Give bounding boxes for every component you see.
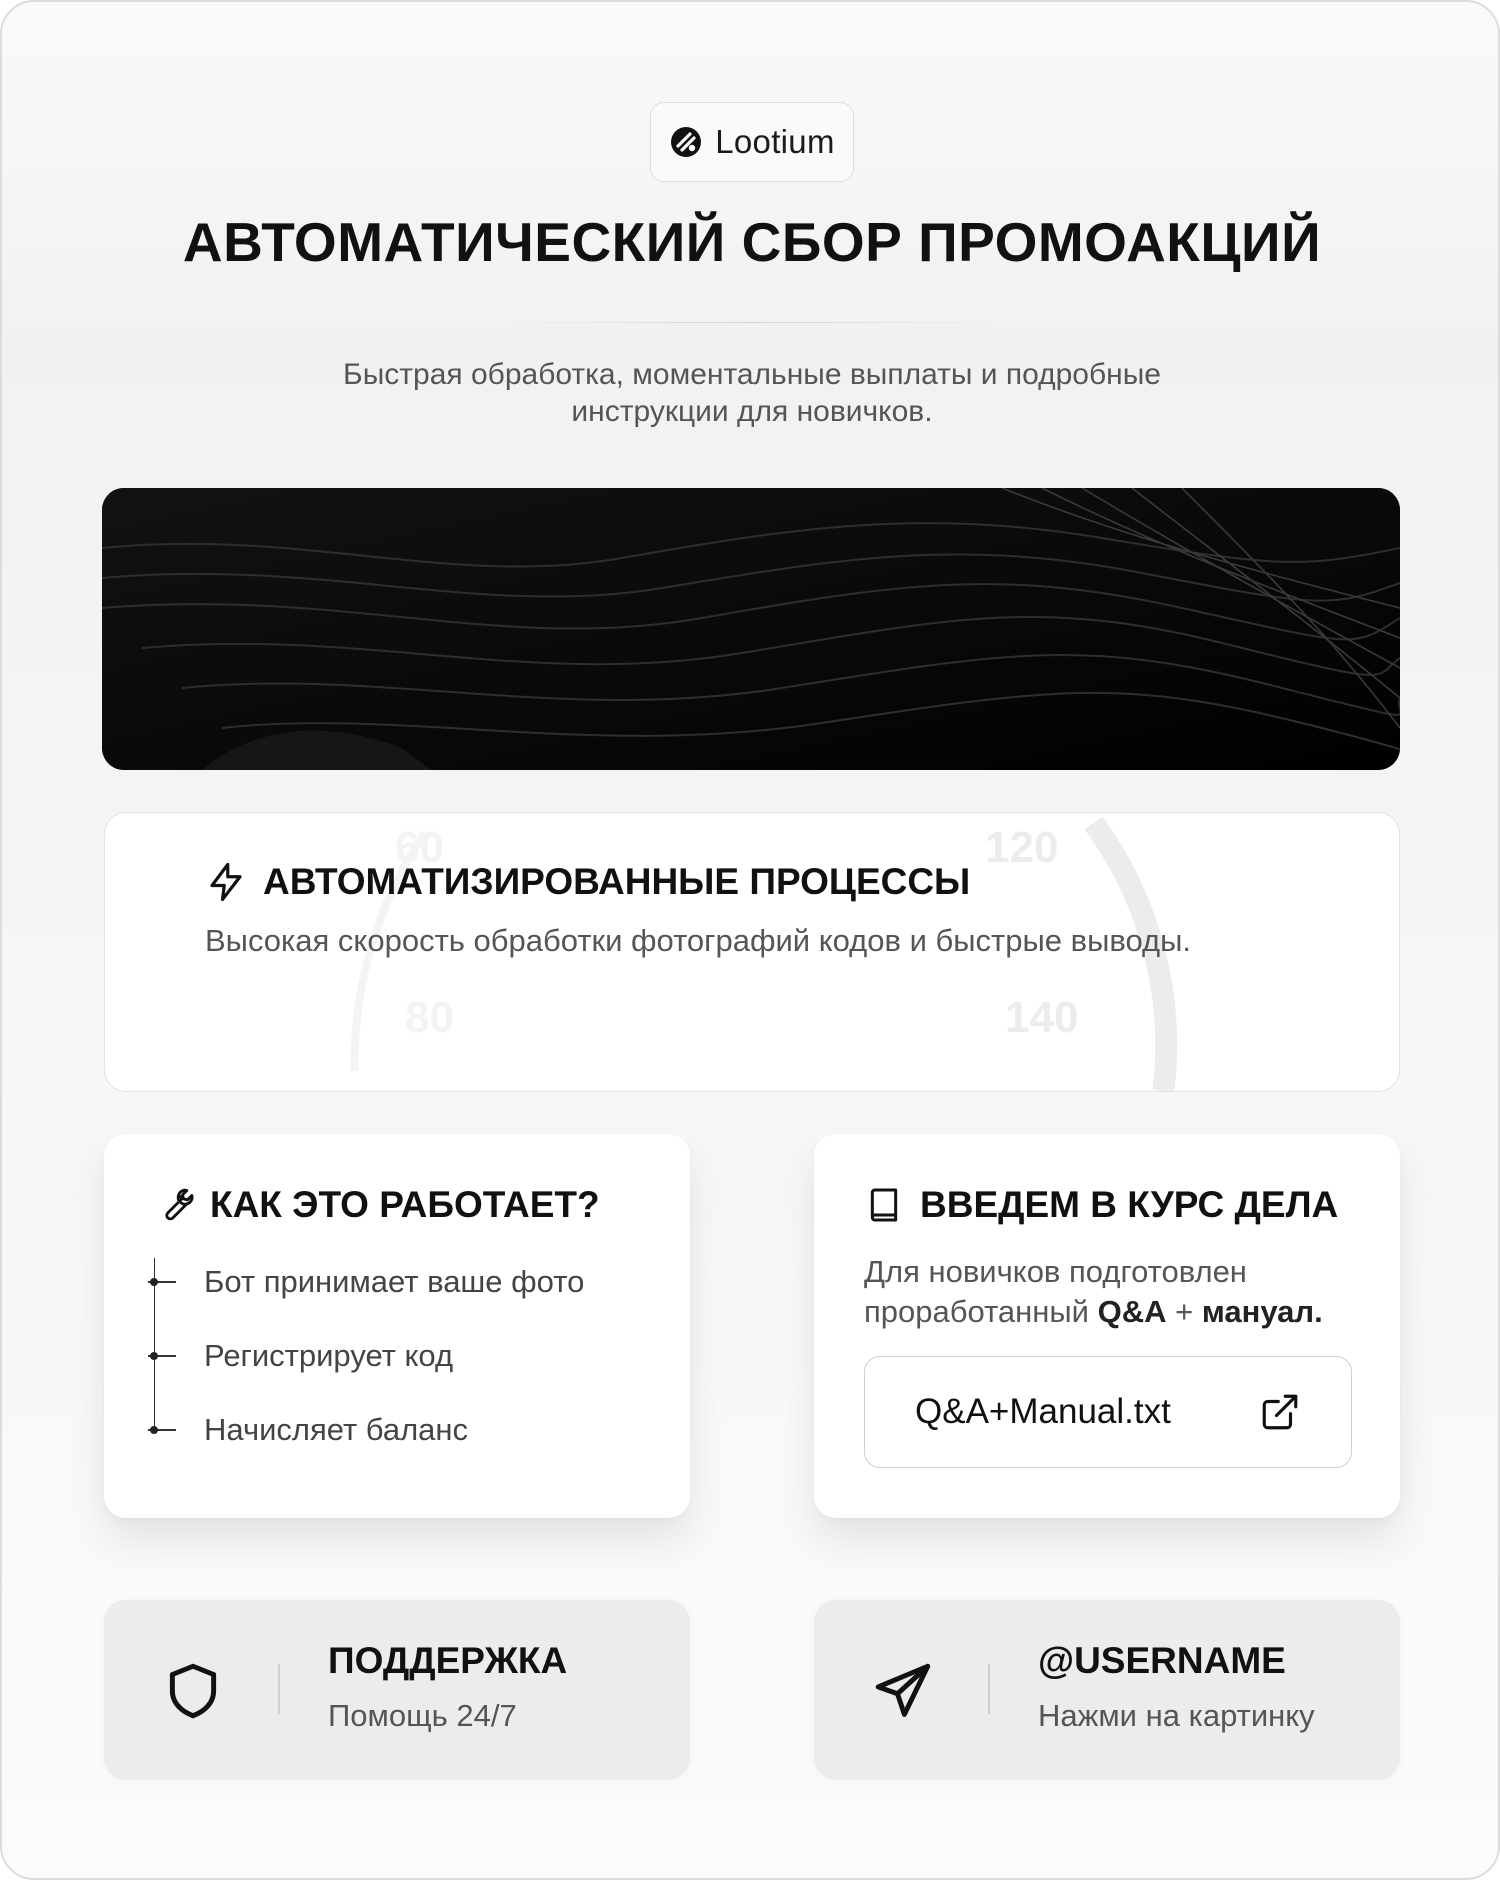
feature-title: АВТОМАТИЗИРОВАННЫЕ ПРОЦЕССЫ [263, 861, 971, 902]
gauge-label: 140 [1005, 993, 1079, 1042]
onboarding-description [864, 1252, 1364, 1332]
onboarding-card [814, 1134, 1400, 1518]
brand-badge[interactable] [650, 102, 854, 182]
step-item [154, 1336, 614, 1376]
telegram-send-icon [870, 1658, 936, 1724]
wrench-icon [154, 1185, 194, 1225]
telegram-subtitle: Нажми на картинку [1038, 1698, 1315, 1733]
feature-header [205, 861, 970, 903]
telegram-card[interactable] [814, 1600, 1400, 1780]
book-icon [864, 1185, 904, 1225]
support-title: ПОДДЕРЖКА [328, 1640, 568, 1681]
external-link-icon [1259, 1391, 1301, 1433]
onboarding-title: ВВЕДЕМ В КУРС ДЕЛА [920, 1184, 1339, 1225]
feature-card [104, 812, 1400, 1092]
manual-file-name: Q&A+Manual.txt [915, 1392, 1171, 1431]
gauge-label: 120 [985, 823, 1059, 872]
step-dot [150, 1426, 158, 1434]
shield-icon [160, 1658, 226, 1724]
step-dot [150, 1352, 158, 1360]
telegram-username: @USERNAME [1038, 1640, 1286, 1681]
lightning-icon [205, 861, 247, 903]
onboarding-desc-line-1: Для новичков подготовлен [864, 1254, 1247, 1289]
gauge-label: 80 [405, 993, 454, 1042]
how-it-works-title: КАК ЭТО РАБОТАЕТ? [210, 1184, 600, 1225]
step-label: Бот принимает ваше фото [204, 1264, 585, 1299]
step-item [154, 1410, 614, 1450]
desc-text: проработанный [864, 1294, 1098, 1329]
onboarding-header [864, 1184, 1338, 1226]
support-subtitle: Помощь 24/7 [328, 1698, 517, 1733]
wave-lines-pattern [102, 488, 1400, 770]
step-item [154, 1262, 614, 1302]
onboarding-desc-line-2 [864, 1292, 1364, 1332]
how-it-works-header [154, 1184, 600, 1226]
step-dot [150, 1278, 158, 1286]
brand-name: Lootium [715, 123, 835, 160]
telegram-separator [988, 1664, 990, 1714]
how-it-works-card [104, 1134, 690, 1518]
title-divider [502, 322, 1002, 323]
subtitle-line-2: инструкции для новичков. [571, 395, 933, 428]
support-separator [278, 1664, 280, 1714]
desc-emphasis: мануал. [1201, 1294, 1323, 1329]
page-subtitle [302, 356, 1202, 430]
step-label: Регистрирует код [204, 1338, 454, 1373]
desc-emphasis: Q&A [1097, 1294, 1167, 1329]
subtitle-line-1: Быстрая обработка, моментальные выплаты и подробные [343, 358, 1161, 391]
manual-file-button[interactable] [864, 1356, 1352, 1468]
gauge-label: 60 [395, 823, 444, 872]
desc-text: + [1166, 1294, 1202, 1329]
page-title: АВТОМАТИЧЕСКИЙ СБОР ПРОМОАКЦИЙ [182, 211, 1322, 273]
feature-description: Высокая скорость обработки фотографий кодов и быстрые выводы. [205, 923, 1192, 958]
hero-banner-image [102, 488, 1400, 770]
step-label: Начисляет баланс [204, 1412, 469, 1447]
lootium-logo-icon [669, 125, 703, 159]
support-card[interactable] [104, 1600, 690, 1780]
